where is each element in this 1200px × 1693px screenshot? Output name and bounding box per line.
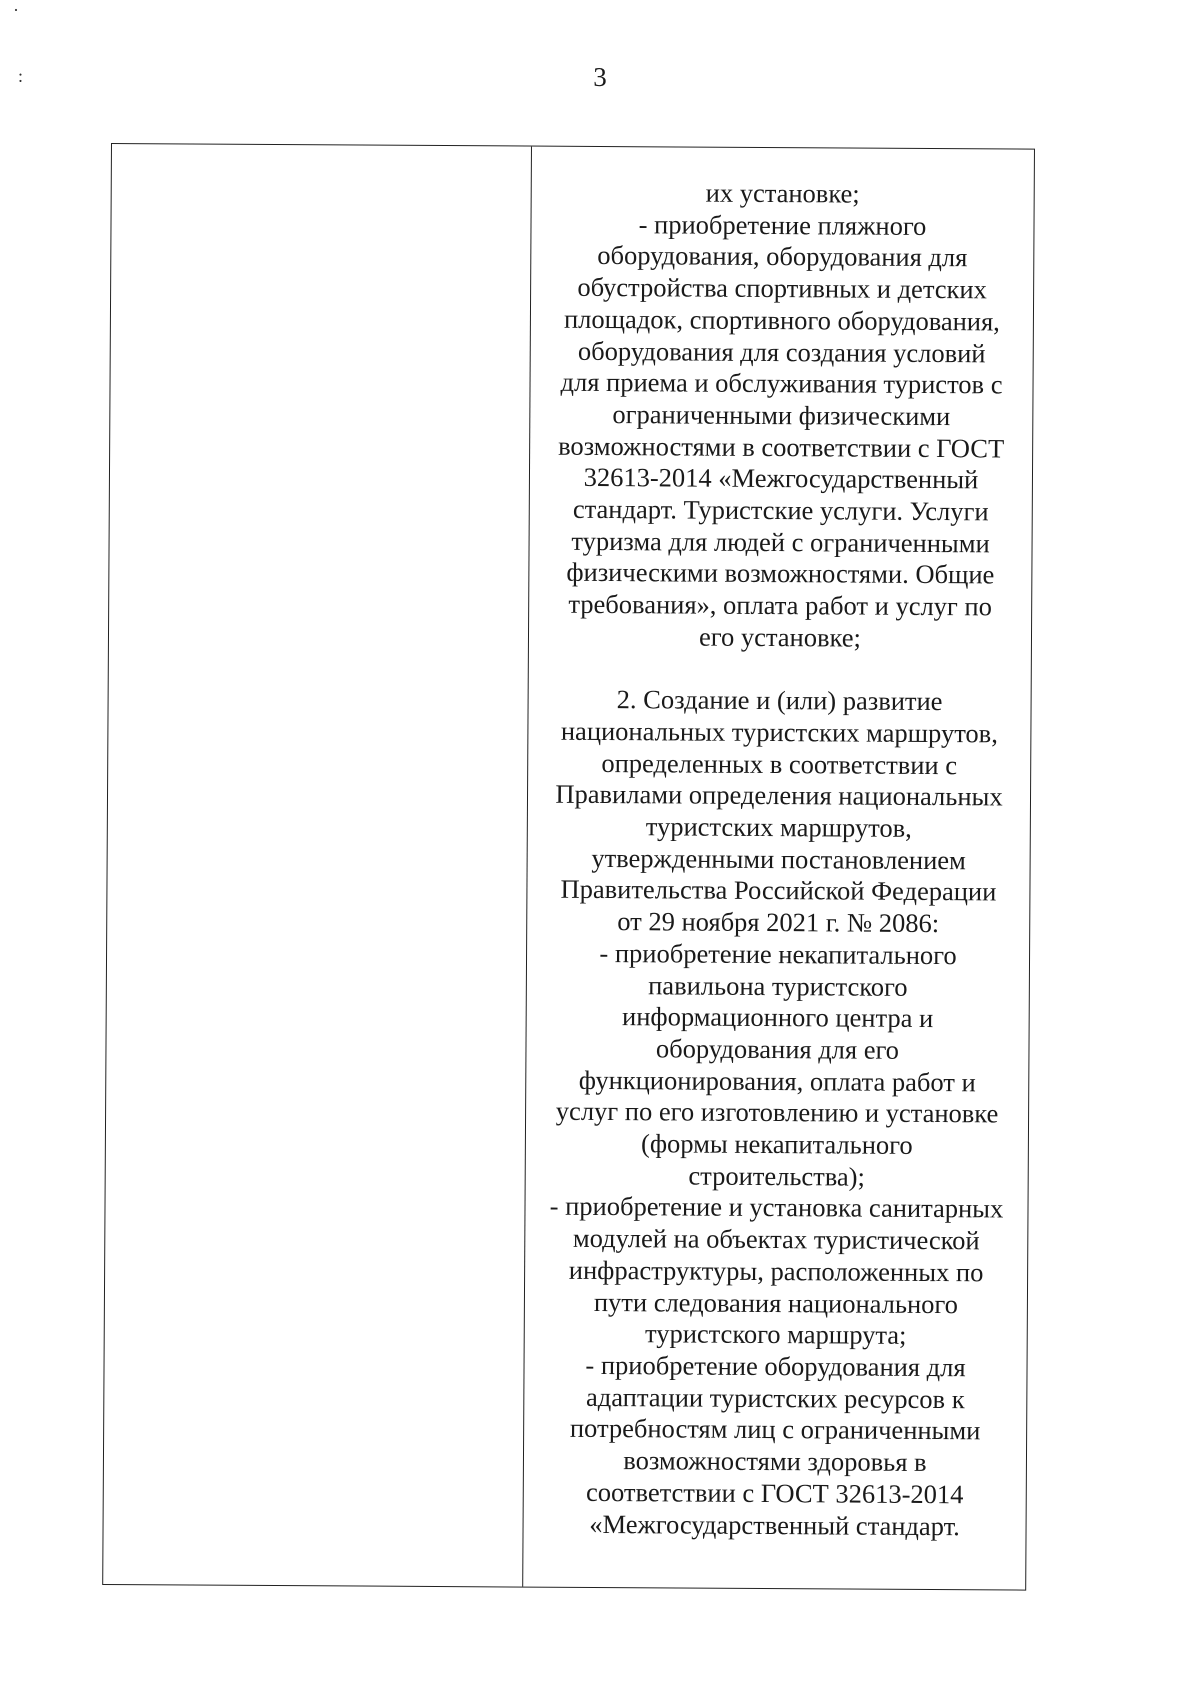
text-line: 32613-2014 «Межгосударственный bbox=[583, 462, 979, 495]
text-line: ограниченными физическими bbox=[612, 398, 951, 432]
text-line: возможностями здоровья в bbox=[623, 1445, 927, 1478]
text-line: модулей на объектах туристической bbox=[572, 1223, 980, 1256]
text-line: павильона туристского bbox=[648, 969, 908, 1002]
text-line: - приобретение пляжного bbox=[638, 208, 927, 241]
text-line: - приобретение некапитального bbox=[599, 937, 957, 971]
text-line: физическими возможностями. Общие bbox=[566, 557, 995, 590]
text-line: информационного центра и bbox=[622, 1001, 934, 1034]
text-line: инфраструктуры, расположенных по bbox=[568, 1254, 984, 1288]
text-line: услуг по его изготовлению и установке bbox=[555, 1096, 999, 1129]
text-line: туризма для людей с ограниченными bbox=[571, 525, 990, 559]
text-line: обустройства спортивных и детских bbox=[577, 271, 987, 305]
page-number: 3 bbox=[593, 62, 607, 92]
text-line: (формы некапитального bbox=[641, 1128, 913, 1160]
scan-mark-top: · bbox=[13, 0, 19, 20]
table-left-cell bbox=[103, 144, 532, 1587]
table-right-cell bbox=[523, 147, 1034, 1590]
text-line: национальных туристских маршрутов, bbox=[560, 715, 998, 749]
text-line: - приобретение и установка санитарных bbox=[549, 1191, 1004, 1224]
text-line: их установке; bbox=[705, 177, 860, 209]
text-line: утвержденными постановлением bbox=[591, 842, 966, 875]
document-table bbox=[102, 143, 1035, 1591]
text-line: от 29 ноября 2021 г. № 2086: bbox=[617, 906, 940, 939]
text-line: Правилами определения национальных bbox=[555, 779, 1003, 812]
text-line: соответствии с ГОСТ 32613-2014 bbox=[585, 1476, 964, 1510]
text-line: 2. Создание и (или) развитие bbox=[616, 684, 943, 717]
text-line: требования», оплата работ и услуг по bbox=[568, 588, 993, 622]
text-line: возможностями в соответствии с ГОСТ bbox=[558, 430, 1005, 464]
text-line: для приема и обслуживания туристов с bbox=[560, 366, 1003, 400]
text-line: строительства); bbox=[688, 1160, 866, 1192]
paragraph-gap bbox=[533, 652, 1027, 687]
text-line: оборудования для его bbox=[655, 1033, 900, 1065]
scan-mark-left: : bbox=[18, 66, 24, 86]
text-line: пути следования национального bbox=[593, 1286, 959, 1319]
text-line: адаптации туристских ресурсов к bbox=[585, 1381, 965, 1414]
text-line: площадок, спортивного оборудования, bbox=[563, 303, 1000, 337]
text-line: его установке; bbox=[698, 621, 861, 653]
text-line: - приобретение оборудования для bbox=[585, 1349, 966, 1383]
text-line: потребностям лиц с ограниченными bbox=[569, 1413, 981, 1446]
text-line: туристского маршрута; bbox=[644, 1318, 907, 1351]
text-line: Правительства Российской Федерации bbox=[560, 874, 997, 907]
text-line: функционирования, оплата работ и bbox=[578, 1064, 976, 1097]
text-line: туристских маршрутов, bbox=[645, 811, 912, 843]
text-line: определенных в соответствии с bbox=[601, 747, 958, 780]
text-line: «Межгосударственный стандарт. bbox=[589, 1508, 960, 1541]
text-line: оборудования, оборудования для bbox=[597, 240, 968, 273]
text-line: стандарт. Туристские услуги. Услуги bbox=[572, 493, 989, 527]
text-line: оборудования для создания условий bbox=[577, 335, 986, 368]
